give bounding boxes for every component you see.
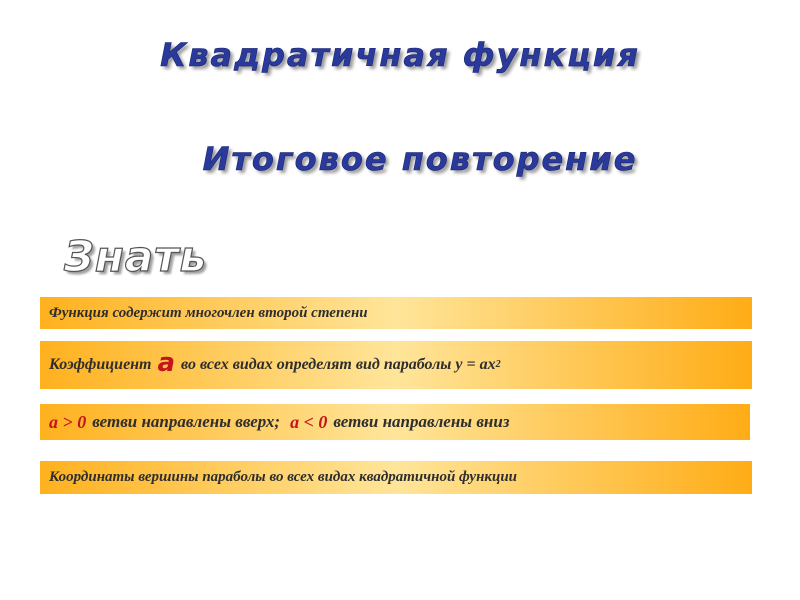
fact-prefix: Коэффициент	[49, 356, 152, 373]
slide-title: Квадратичная функция	[160, 36, 640, 74]
condition-negative: а < 0	[290, 411, 328, 432]
fact-bar-polynomial	[40, 297, 752, 329]
fact-text: Функция содержит многочлен второй степени	[49, 304, 368, 321]
slide-subtitle: Итоговое повторение	[202, 140, 638, 178]
branches-down-text: ветви направлены вниз	[333, 412, 510, 431]
branches-up-text: ветви направлены вверх;	[92, 412, 281, 431]
condition-positive: а > 0	[49, 411, 87, 432]
fact-text: Координаты вершины параболы во всех видах квадратичной функции	[49, 469, 518, 485]
fact-bar-vertex	[40, 461, 752, 494]
coefficient-variable: а	[157, 348, 176, 378]
section-heading: Знать	[64, 232, 208, 281]
fact-bar-branches	[40, 404, 750, 440]
fact-middle: во всех видах определят вид параболы у = ах	[181, 356, 496, 373]
fact-bar-coefficient: Коэффициент а во всех видах определят вид параболы у = ах 2	[40, 341, 752, 389]
